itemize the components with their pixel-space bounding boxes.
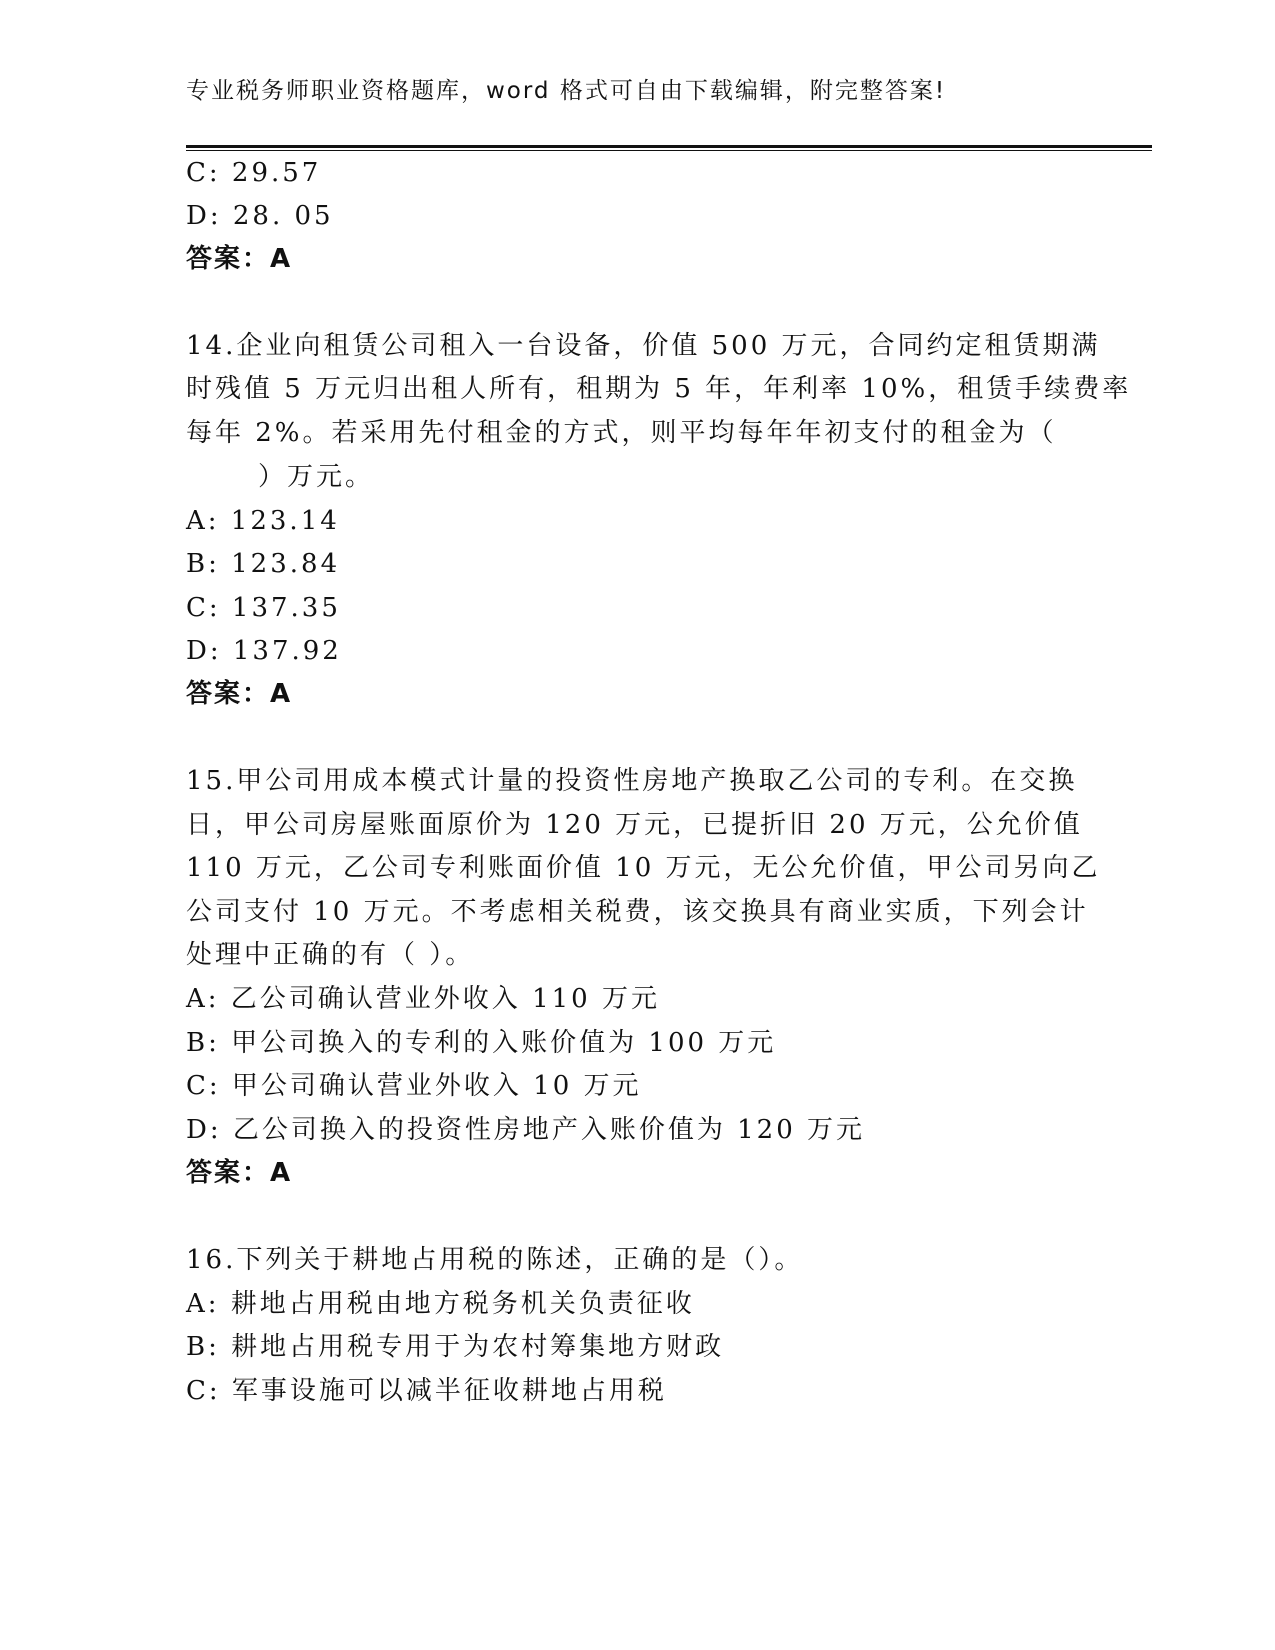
q14-option-d: D: 137.92 xyxy=(186,636,342,666)
q15-stem-line-5: 处理中正确的有（ ）。 xyxy=(186,940,475,970)
header-title: 专业税务师职业资格题库，word 格式可自由下载编辑，附完整答案! xyxy=(186,78,947,104)
q16-option-c: C: 军事设施可以减半征收耕地占用税 xyxy=(186,1376,667,1406)
q14-option-a: A: 123.14 xyxy=(186,506,340,536)
q13-answer: 答案：A xyxy=(186,244,293,274)
q15-stem-line-1: 15.甲公司用成本模式计量的投资性房地产换取乙公司的专利。在交换 xyxy=(186,766,1078,796)
header-rule-thick xyxy=(186,145,1152,148)
q15-stem-line-4: 公司支付 10 万元。不考虑相关税费，该交换具有商业实质，下列会计 xyxy=(186,897,1089,927)
q13-option-d: D: 28. 05 xyxy=(186,201,334,231)
header-rule-thin xyxy=(186,150,1152,151)
q15-option-a: A: 乙公司确认营业外收入 110 万元 xyxy=(186,984,660,1014)
q16-option-b: B: 耕地占用税专用于为农村筹集地方财政 xyxy=(186,1332,725,1362)
q15-answer: 答案：A xyxy=(186,1158,293,1188)
q14-option-b: B: 123.84 xyxy=(186,549,341,579)
q14-stem-line-3: 每年 2%。若采用先付租金的方式，则平均每年年初支付的租金为（ xyxy=(186,418,1057,448)
q16-option-a: A: 耕地占用税由地方税务机关负责征收 xyxy=(186,1289,695,1319)
q14-stem-line-2: 时残值 5 万元归出租人所有，租期为 5 年，年利率 10%，租赁手续费率 xyxy=(186,374,1132,404)
q13-option-c: C: 29.57 xyxy=(186,158,322,188)
q14-stem-line-4: ）万元。 xyxy=(258,462,375,492)
q15-stem-line-2: 日，甲公司房屋账面原价为 120 万元，已提折旧 20 万元，公允价值 xyxy=(186,810,1083,840)
q15-option-c: C: 甲公司确认营业外收入 10 万元 xyxy=(186,1071,642,1101)
q15-option-b: B: 甲公司换入的专利的入账价值为 100 万元 xyxy=(186,1028,777,1058)
q14-option-c: C: 137.35 xyxy=(186,593,341,623)
q15-stem-line-3: 110 万元，乙公司专利账面价值 10 万元，无公允价值，甲公司另向乙 xyxy=(186,853,1101,883)
q15-option-d: D: 乙公司换入的投资性房地产入账价值为 120 万元 xyxy=(186,1115,866,1145)
q14-answer: 答案：A xyxy=(186,679,293,709)
q14-stem-line-1: 14.企业向租赁公司租入一台设备，价值 500 万元，合同约定租赁期满 xyxy=(186,331,1101,361)
q16-stem: 16.下列关于耕地占用税的陈述，正确的是（）。 xyxy=(186,1245,804,1275)
